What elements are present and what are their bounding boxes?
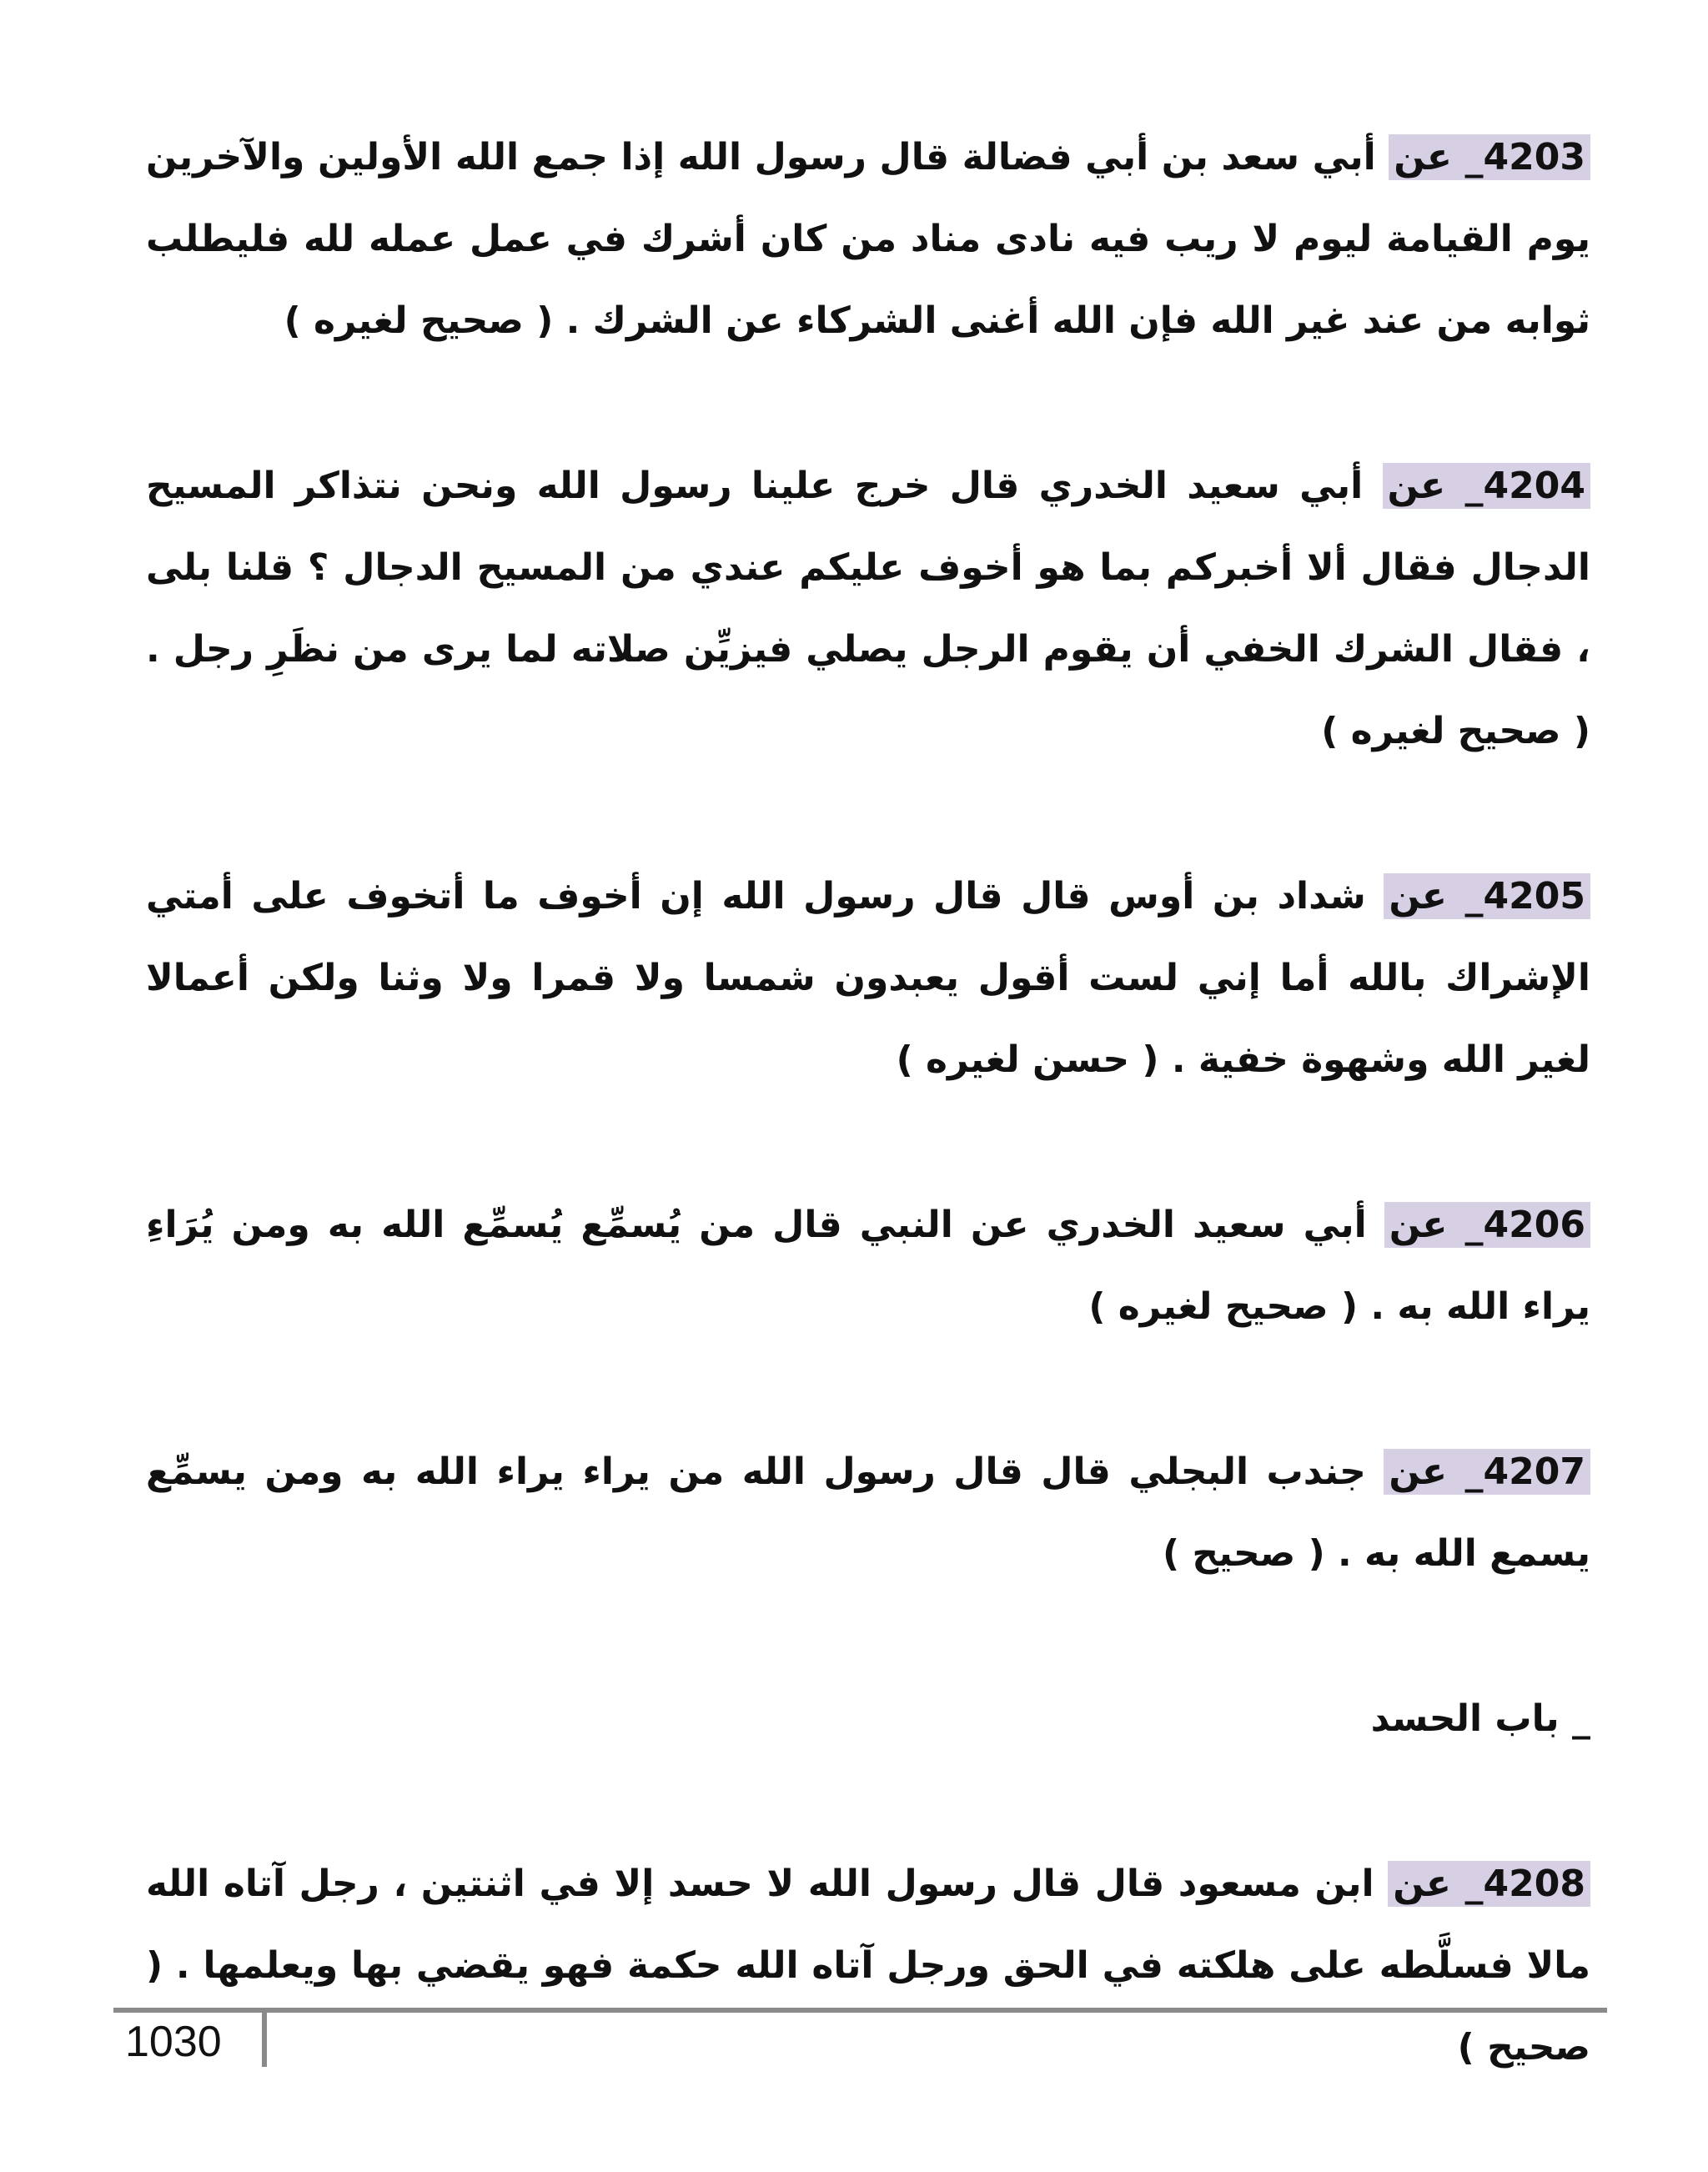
hadith-text: أبي سعيد الخدري قال خرج علينا رسول الله ونحن نتذاكر المسيح الدجال فقال ألا أخبركم بما هو أخوف عليكم عندي من المسيح الدجال ؟ قلنا بلى ، فقال الشرك الخفي أن يقوم الرجل يصلي فيزيِّن صلاته لما يرى من نظَرِ رجل . ( صحيح لغيره ): [146, 465, 1590, 752]
hadith-entry-4203: [146, 117, 1590, 362]
hadith-number-highlight: [1383, 463, 1590, 509]
hadith-lead-word: عن: [1389, 1204, 1448, 1246]
hadith-text: أبي سعد بن أبي فضالة قال رسول الله إذا جمع الله الأولين والآخرين يوم القيامة ليوم لا ريب فيه نادى مناد من كان أشرك في عمل عمله لله فليطلب ثوابه من عند غير الله فإن الله أغنى الشركاء عن الشرك . ( صحيح لغيره ): [146, 136, 1590, 342]
page-body: [146, 117, 1590, 2172]
hadith-number-highlight: [1389, 134, 1590, 180]
hadith-text: ابن مسعود قال قال رسول الله لا حسد إلا في اثنتين ، رجل آتاه الله مالا فسلَّطه على هلكته في الحق ورجل آتاه الله حكمة فهو يقضي بها ويعلمها . ( صحيح ): [146, 1863, 1590, 2069]
hadith-text: شداد بن أوس قال قال رسول الله إن أخوف ما أتخوف على أمتي الإشراك بالله أما إني لست أقول يعبدون شمسا ولا قمرا ولا وثنا ولكن أعمالا لغير الله وشهوة خفية . ( حسن لغيره ): [146, 875, 1590, 1081]
hadith-entry-4207: [146, 1431, 1590, 1595]
page-number: 1030: [125, 2018, 222, 2066]
hadith-number: 4207_: [1464, 1451, 1585, 1493]
hadith-number-highlight: [1384, 1449, 1590, 1495]
hadith-number-highlight: [1384, 873, 1590, 919]
hadith-entry-4205: [146, 856, 1590, 1101]
hadith-lead-word: عن: [1389, 875, 1447, 918]
hadith-number-highlight: [1388, 1861, 1590, 1907]
hadith-number: 4204_: [1464, 465, 1585, 507]
hadith-number: 4206_: [1464, 1204, 1585, 1246]
hadith-lead-word: عن: [1393, 1863, 1451, 1905]
footer-divider-tick: [262, 2010, 267, 2067]
hadith-entry-4204: [146, 445, 1590, 772]
footer-divider: [113, 2008, 1607, 2013]
hadith-entry-4206: [146, 1184, 1590, 1348]
hadith-number: 4203_: [1464, 136, 1585, 178]
hadith-text: جندب البجلي قال قال رسول الله من يراء يراء الله به ومن يسمِّع يسمع الله به . ( صحيح ): [146, 1451, 1590, 1575]
hadith-entry-4208: [146, 1843, 1590, 2089]
hadith-lead-word: عن: [1387, 465, 1446, 507]
hadith-lead-word: عن: [1394, 136, 1452, 178]
hadith-number: 4208_: [1464, 1863, 1585, 1905]
hadith-text: أبي سعيد الخدري عن النبي قال من يُسمِّع يُسمِّع الله به ومن يُرَاءِ يراء الله به . ( صحيح لغيره ): [146, 1204, 1590, 1328]
chapter-heading: _ باب الحسد: [1370, 1697, 1590, 1740]
hadith-number: 4205_: [1464, 875, 1585, 918]
hadith-lead-word: عن: [1389, 1451, 1448, 1493]
hadith-number-highlight: [1384, 1202, 1590, 1248]
